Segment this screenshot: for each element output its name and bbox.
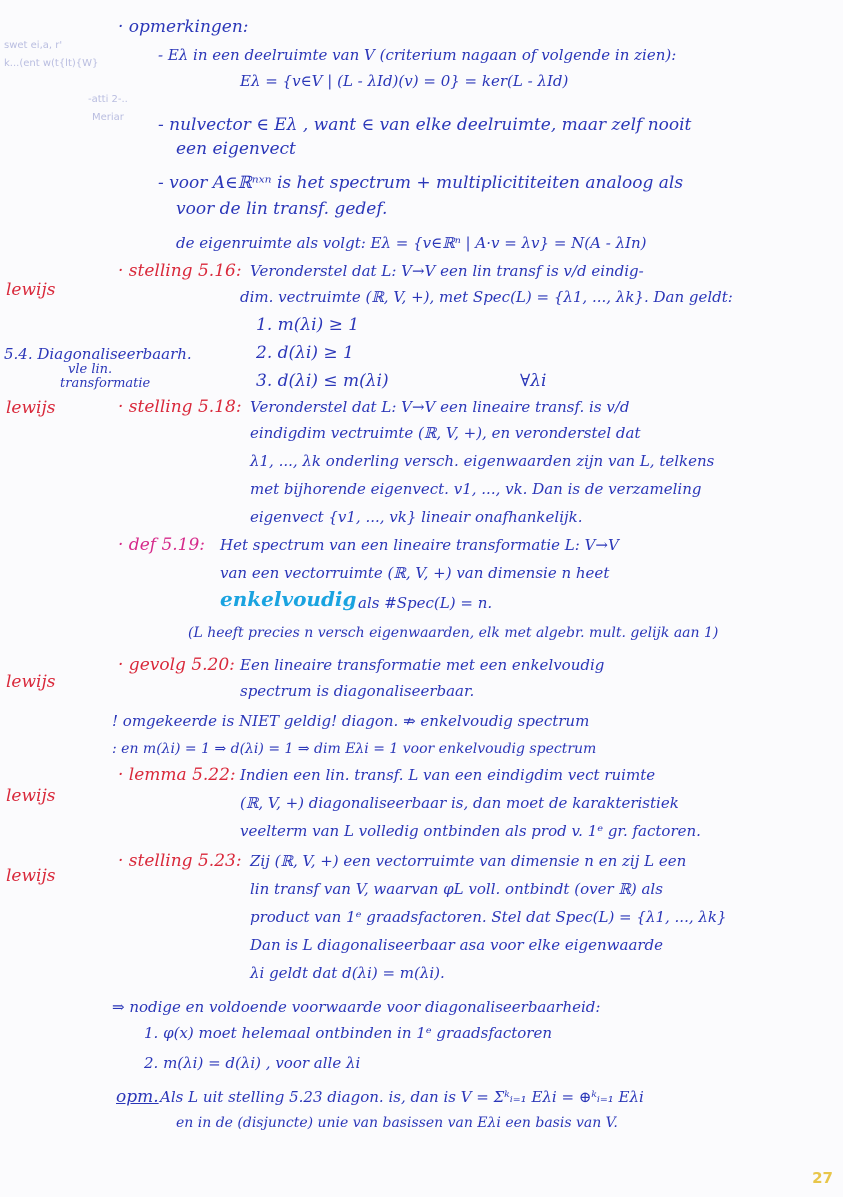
lemma-text: veelterm van L volledig ontbinden als prod v. 1ᵉ gr. factoren. — [240, 822, 701, 840]
theorem-item: 2. d(λi) ≥ 1 — [256, 343, 354, 363]
theorem-text: met bijhorende eigenvect. v1, ..., vk. Dan is de verzameling — [250, 480, 702, 498]
theorem-label: · stelling 5.23: — [118, 851, 242, 871]
margin-note-proof: lewijs — [6, 786, 56, 806]
page-number: 27 — [812, 1169, 833, 1187]
theorem-text: Zij (ℝ, V, +) een vectorruimte van dimensie n en zij L een — [250, 852, 687, 870]
bleed-through-text: -atti 2-.. — [88, 94, 128, 105]
bleed-through-text: Meriar — [92, 112, 124, 123]
corollary-text: spectrum is diagonaliseerbaar. — [240, 682, 475, 700]
theorem-item: ∀λi — [520, 371, 547, 391]
margin-note-proof: lewijs — [6, 672, 56, 692]
theorem-text: lin transf van V, waarvan φL voll. ontbindt (over ℝ) als — [250, 880, 663, 898]
theorem-item: 1. m(λi) ≥ 1 — [256, 315, 360, 335]
note-line: een eigenvect — [176, 139, 296, 159]
lemma-label: · lemma 5.22: — [118, 765, 236, 785]
formula-line: de eigenruimte als volgt: Eλ = {v∈ℝⁿ | A·v = λv} = N(A - λIn) — [176, 234, 647, 252]
note-line: 2. m(λi) = d(λi) , voor alle λi — [144, 1054, 361, 1072]
theorem-text: Veronderstel dat L: V→V een lineaire transf. is v/d — [250, 398, 630, 416]
bleed-through-text: k...(ent w(t{lt){W} — [4, 58, 99, 69]
margin-note-proof: lewijs — [6, 398, 56, 418]
theorem-text: Dan is L diagonaliseerbaar asa voor elke eigenwaarde — [250, 936, 664, 954]
margin-section-title: vle lin. — [68, 362, 113, 377]
note-line: 1. φ(x) moet helemaal ontbinden in 1ᵉ graadsfactoren — [144, 1024, 552, 1042]
note-line: - Eλ in een deelruimte van V (criterium nagaan of volgende in zien): — [158, 46, 677, 64]
bleed-through-text: swet ei,a, r' — [4, 40, 63, 51]
note-line: : en m(λi) = 1 ⇒ d(λi) = 1 ⇒ dim Eλi = 1 voor enkelvoudig spectrum — [112, 741, 597, 757]
theorem-text: λi geldt dat d(λi) = m(λi). — [250, 964, 445, 982]
corollary-text: Een lineaire transformatie met een enkelvoudig — [240, 656, 605, 674]
theorem-text: eindigdim vectruimte (ℝ, V, +), en veronderstel dat — [250, 424, 641, 442]
definition-term: enkelvoudig — [220, 587, 357, 611]
note-line: - voor A∈ℝⁿˣⁿ is het spectrum + multiplicititeiten analoog als — [158, 173, 684, 193]
theorem-label: · stelling 5.18: — [118, 397, 242, 417]
remarks-heading: · opmerkingen: — [118, 17, 249, 37]
theorem-label: · stelling 5.16: — [118, 261, 242, 281]
lemma-text: (ℝ, V, +) diagonaliseerbaar is, dan moet de karakteristiek — [240, 794, 679, 812]
definition-text: als #Spec(L) = n. — [358, 594, 493, 612]
note-line: - nulvector ∈ Eλ , want ∈ van elke deelruimte, maar zelf nooit — [158, 115, 692, 135]
lemma-text: Indien een lin. transf. L van een eindigdim vect ruimte — [240, 766, 656, 784]
formula-line: Eλ = {v∈V | (L - λId)(v) = 0} = ker(L - λId) — [240, 72, 569, 90]
margin-section-title: 5.4. Diagonaliseerbaarh. — [4, 345, 192, 363]
note-line: ⇒ nodige en voldoende voorwaarde voor diagonaliseerbaarheid: — [112, 998, 601, 1016]
margin-note-proof: lewijs — [6, 280, 56, 300]
theorem-text: λ1, ..., λk onderling versch. eigenwaarden zijn van L, telkens — [250, 452, 715, 470]
definition-text: Het spectrum van een lineaire transformatie L: V→V — [220, 536, 619, 554]
definition-text: van een vectorruimte (ℝ, V, +) van dimensie n heet — [220, 564, 610, 582]
theorem-item: 3. d(λi) ≤ m(λi) — [256, 371, 389, 391]
theorem-text: Veronderstel dat L: V→V een lin transf is v/d eindig- — [250, 262, 644, 280]
corollary-label: · gevolg 5.20: — [118, 655, 235, 675]
theorem-text: dim. vectruimte (ℝ, V, +), met Spec(L) = {λ1, ..., λk}. Dan geldt: — [240, 288, 733, 306]
definition-label: · def 5.19: — [118, 535, 206, 555]
theorem-text: product van 1ᵉ graadsfactoren. Stel dat Spec(L) = {λ1, ..., λk} — [250, 908, 727, 926]
note-line: Als L uit stelling 5.23 diagon. is, dan is V = Σᵏᵢ₌₁ Eλi = ⊕ᵏᵢ₌₁ Eλi — [160, 1088, 644, 1106]
note-line: ! omgekeerde is NIET geldig! diagon. ⇏ enkelvoudig spectrum — [112, 712, 590, 730]
theorem-text: eigenvect {v1, ..., vk} lineair onafhankelijk. — [250, 508, 583, 526]
note-line: voor de lin transf. gedef. — [176, 199, 388, 219]
margin-section-title: transformatie — [60, 376, 151, 391]
margin-note-proof: lewijs — [6, 866, 56, 886]
note-line: en in de (disjuncte) unie van basissen van Eλi een basis van V. — [176, 1115, 618, 1131]
remark-label: opm. — [116, 1087, 159, 1107]
definition-note: (L heeft precies n versch eigenwaarden, elk met algebr. mult. gelijk aan 1) — [188, 625, 719, 641]
